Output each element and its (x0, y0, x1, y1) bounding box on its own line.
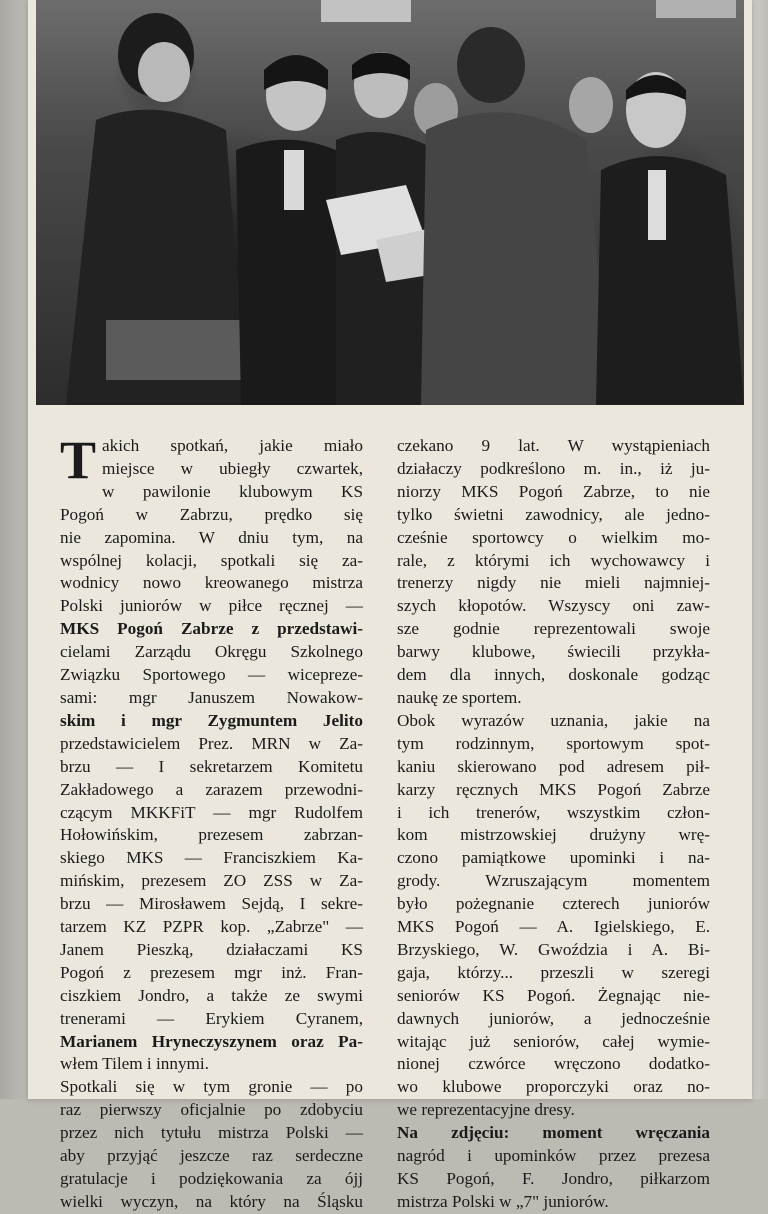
text-line: gratulacje i podziękowania za ójj (60, 1169, 363, 1188)
text-line: Hołowińskim, prezesem zabrzan- (60, 825, 363, 845)
text-line: tylko świetni zawodnicy, ale jedno- (397, 504, 710, 524)
text-line: kom mistrzowskiej drużyny wrę- (397, 825, 710, 845)
text-line: przedstawicielem Prez. MRN w Za- (60, 733, 363, 753)
text-line: rale, z którymi ich wychowawcy i (397, 550, 710, 570)
text-line: Zakładowego a zarazem przewodni- (60, 779, 363, 799)
text-line: karzy ręcznych MKS Pogoń Zabrze (397, 779, 710, 799)
text-line: wielki wyczyn, na który na Śląsku (60, 1191, 363, 1211)
text-line: brzu — I sekretarzem Komitetu (60, 756, 363, 776)
text-line: ciszkiem Jondro, a także ze swymi (60, 985, 363, 1005)
text-line: tarzem KZ PZPR kop. „Zabrze" — (60, 917, 363, 937)
text-line: MKS Pogoń — A. Igielskiego, E. (397, 917, 710, 937)
article-photo (36, 0, 744, 405)
text-line: mińskim, prezesem ZO ZSS w Za- (60, 871, 363, 891)
text-line: brzu — Mirosławem Sejdą, I sekre- (60, 894, 363, 914)
text-line: czono pamiątkowe upominki i na- (397, 848, 710, 868)
text-line: miejsce w ubiegły czwartek, (102, 458, 363, 478)
text-line: sze godnie reprezentowali swoje (397, 619, 710, 639)
text-line: i ich trenerów, wszystkim człon- (397, 802, 710, 822)
text-line: dawnych juniorów, a jednocześnie (397, 1008, 710, 1028)
caption-line: Na zdjęciu: moment wręczania (397, 1123, 710, 1143)
text-line: tym rodzinnym, sportowym spot- (397, 733, 710, 753)
text-line: akich spotkań, jakie miało (102, 436, 363, 455)
text-line: we reprezentacyjne dresy. (397, 1100, 575, 1120)
text-line: wo klubowe proporczyki oraz no- (397, 1077, 710, 1097)
text-line: cześnie sportowcy o wielkim mo- (397, 527, 710, 547)
text-line: Polski juniorów w piłce ręcznej — (60, 596, 363, 616)
text-line: skim i mgr Zygmuntem Jelito (60, 710, 363, 730)
text-line: czekano 9 lat. W wystąpieniach (397, 436, 710, 455)
text-line: witając już seniorów, całej wymie- (397, 1031, 710, 1051)
text-line: skiego MKS — Franciszkiem Ka- (60, 848, 363, 868)
text-line: barwy klubowe, świecili przykła- (397, 642, 710, 662)
text-line: aby przyjąć jeszcze raz serdeczne (60, 1146, 363, 1166)
text-line: było pożegnanie czterech juniorów (397, 894, 710, 914)
text-line: cielami Zarządu Okręgu Szkolnego (60, 642, 363, 662)
text-line: gaja, którzy... przeszli w szeregi (397, 962, 710, 982)
caption-line: mistrza Polski w „7" juniorów. (397, 1191, 609, 1211)
text-line: seniorów KS Pogoń. Żegnając nie- (397, 985, 710, 1005)
text-line: raz pierwszy oficjalnie po zdobyciu (60, 1100, 363, 1120)
text-line: Obok wyrazów uznania, jakie na (397, 710, 710, 730)
drop-cap: T (60, 430, 97, 490)
article-column-right (397, 435, 710, 1214)
text-line: trenerami — Erykiem Cyranem, (60, 1008, 363, 1028)
text-line: kaniu skierowano pod adresem pił- (397, 756, 710, 776)
text-line: szych kłopotów. Wszyscy oni zaw- (397, 596, 710, 616)
text-line: sami: mgr Januszem Nowakow- (60, 687, 363, 707)
text-line: dem dla innych, doskonale godząc (397, 665, 710, 685)
caption-line: KS Pogoń, F. Jondro, piłkarzom (397, 1169, 710, 1188)
text-line: Pogoń w Zabrzu, prędko się (60, 504, 363, 524)
text-line: MKS Pogoń Zabrze z przedstawi- (60, 619, 363, 639)
text-line: grody. Wzruszającym momentem (397, 871, 710, 891)
text-line: wodnicy nowo kreowanego mistrza (60, 573, 363, 593)
text-line: trenerzy nigdy nie mieli najmniej- (397, 573, 710, 593)
text-line: wspólnej kolacji, spotkali się za- (60, 550, 363, 570)
text-line: w pawilonie klubowym KS (102, 481, 363, 501)
caption-line: nagród i upominków przez prezesa (397, 1146, 710, 1166)
text-line: niorzy MKS Pogoń Zabrze, to nie (397, 481, 710, 501)
text-line: nie zapomina. W dniu tym, na (60, 527, 363, 547)
text-line: przez nich tytułu mistrza Polski — (60, 1123, 363, 1143)
text-line: Związku Sportowego — wiceprezе- (60, 665, 363, 685)
article-body (60, 430, 750, 1211)
text-line: Brzyskiego, W. Gwoździa i A. Bi- (397, 939, 710, 959)
text-line: naukę ze sportem. (397, 687, 522, 707)
text-line: czącym MKKFiT — mgr Rudolfem (60, 802, 363, 822)
photo-ceremony-image (36, 0, 744, 405)
text-line: włem Tilem i innymi. (60, 1054, 209, 1074)
text-line: Janem Pieszką, działaczami KS (60, 939, 363, 959)
text-line: nionej czwórce wręczono dodatko- (397, 1054, 710, 1074)
article-column-left (60, 430, 363, 1214)
text-line: Spotkali się w tym gronie — po (60, 1077, 363, 1097)
text-line: Pogoń z prezesem mgr inż. Fran- (60, 962, 363, 982)
text-line: Marianem Hryneczyszynem oraz Pa- (60, 1031, 363, 1051)
text-line: działaczy podkreślono m. in., iż ju- (397, 458, 710, 478)
